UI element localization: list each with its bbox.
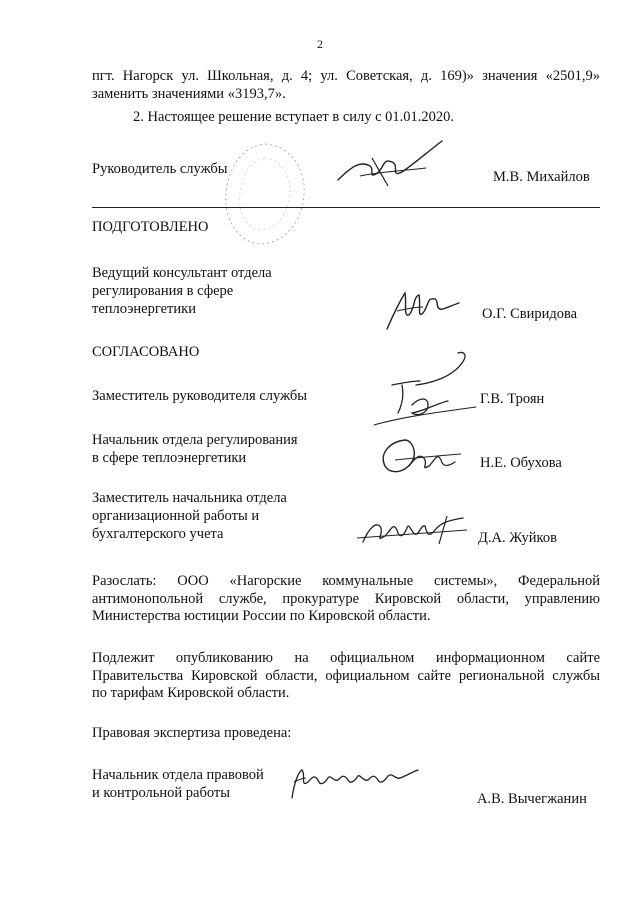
- stamp-image: [220, 140, 310, 250]
- agreed-signer-1-name: Г.В. Троян: [480, 391, 545, 407]
- agreed-signer-2-name: Н.Е. Обухова: [480, 455, 562, 471]
- distribution-line-2: антимонопольной службе, прокуратуре Кировской области, управлению: [92, 591, 600, 607]
- agreed-signer-3-name: Д.А. Жуйков: [478, 530, 557, 546]
- legal-position: [92, 766, 264, 802]
- signature-zhuykov: [355, 508, 475, 548]
- publication-line-3: по тарифам Кировской области.: [92, 685, 290, 701]
- legal-review-text: Правовая экспертиза проведена:: [92, 725, 292, 741]
- head-title: Руководитель службы: [92, 161, 228, 177]
- intro-line-1: пгт. Нагорск ул. Школьная, д. 4; ул. Советская, д. 169)» значения «2501,9»: [92, 68, 600, 84]
- publication-line-1: Подлежит опубликованию на официальном информационном сайте: [92, 650, 600, 666]
- intro-point-2: 2. Настоящее решение вступает в силу с 01.01.2020.: [133, 109, 455, 125]
- prepared-position: [92, 264, 272, 318]
- legal-name: А.В. Вычегжанин: [477, 791, 587, 807]
- prepared-name: О.Г. Свиридова: [482, 306, 578, 322]
- signature-vychegzhanin: [288, 764, 438, 804]
- agreed-signer-2-position-line-2: в сфере теплоэнергетики: [92, 450, 247, 466]
- agreed-heading: СОГЛАСОВАНО: [92, 344, 200, 360]
- signature-head: [330, 138, 450, 193]
- publication-line-2: Правительства Кировской области, официальном сайте региональной службы: [92, 668, 600, 684]
- agreed-signer-3-position-line-3: бухгалтерского учета: [92, 526, 224, 542]
- agreed-signer-2-position-line-1: Начальник отдела регулирования: [92, 432, 298, 448]
- prepared-position-line-2: регулирования в сфере: [92, 283, 234, 299]
- prepared-heading: ПОДГОТОВЛЕНО: [92, 219, 209, 235]
- page-number: 2: [317, 37, 323, 51]
- intro-line-2: заменить значениями «3193,7».: [92, 86, 286, 102]
- signature-troyan: [372, 347, 482, 427]
- agreed-signer-3-position-line-1: Заместитель начальника отдела: [92, 490, 287, 506]
- agreed-signer-2-position: [92, 431, 298, 467]
- distribution-line-3: Министерства юстиции России по Кировской области.: [92, 608, 431, 624]
- prepared-position-line-1: Ведущий консультант отдела: [92, 265, 272, 281]
- agreed-signer-3-position-line-2: организационной работы и: [92, 508, 260, 524]
- signature-obukhova: [375, 430, 465, 478]
- signature-sviridova: [383, 285, 463, 335]
- prepared-position-line-3: теплоэнергетики: [92, 301, 196, 317]
- head-name: М.В. Михайлов: [493, 169, 590, 185]
- separator-line: [92, 207, 600, 208]
- legal-position-line-2: и контрольной работы: [92, 785, 230, 801]
- legal-position-line-1: Начальник отдела правовой: [92, 767, 264, 783]
- distribution-line-1: Разослать: ООО «Нагорские коммунальные системы», Федеральной: [92, 573, 600, 589]
- agreed-signer-3-position: [92, 489, 287, 543]
- agreed-signer-1-position: Заместитель руководителя службы: [92, 388, 308, 404]
